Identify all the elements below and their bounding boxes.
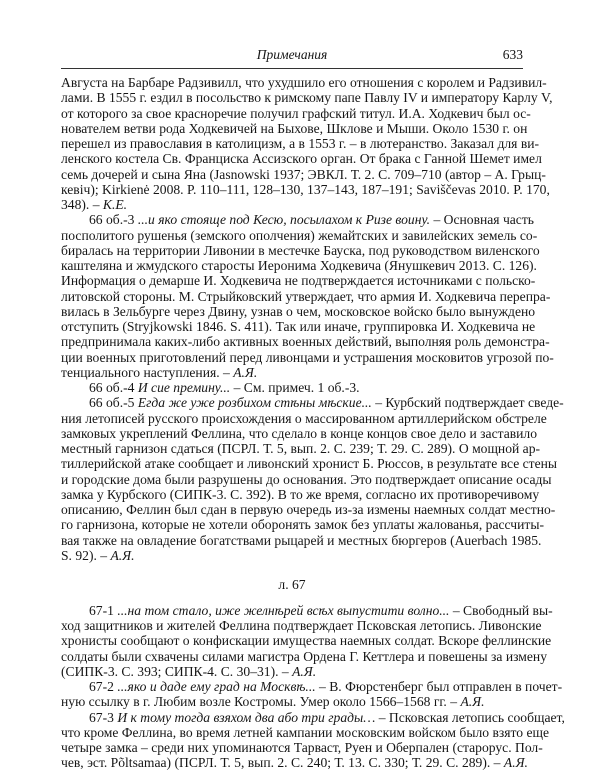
text-line [61,273,536,289]
text-line [89,395,564,411]
quoted-phrase: ...яко и даде ему град на Москвѣ... [117,679,316,694]
text-line [61,167,546,183]
line-text: ход защитников и жителей Феллина подтверждает Псковская летопись. Ливонские [61,618,542,633]
line-text: замковых укреплений Феллина, что сделало в конце концов свое дело и заставило [61,426,538,441]
quoted-phrase: А.Я. [503,755,528,770]
text-line [61,197,523,213]
line-text: биралась на территории Ливонии в местечке Бауска, под руководством виленского [61,243,540,258]
text-line [61,334,550,350]
line-text: Информация о демарше И. Ходкевича не подтверждается источниками с польско- [61,273,536,288]
text-line [61,502,556,518]
line-text: ную ссылку в г. Любим возле Костромы. Умер около 1566–1568 гг. – [61,694,461,709]
line-text: Августа на Барбаре Радзивилл, что ухудшило его отношения с королем и Радзивил- [61,75,547,90]
text-line [61,228,538,244]
text-line [61,533,542,549]
line-text: 348). – [61,197,103,212]
line-text: 67-3 [89,710,118,725]
text-line [61,649,548,665]
line-text: местный гарнизон сдаться (ПСРЛ. Т. 5, вып. 2. С. 239; Т. 29. С. 289). О мощной ар- [61,441,541,456]
text-line [61,304,536,320]
text-line [61,694,523,710]
line-text: ции военных приготовлений перед ливонцами и устрашения московитов угрозой по- [61,350,554,365]
line-text: вая также на овладение богатствами рыцарей и местных бюргеров (Auerbach 1985. [61,533,542,548]
line-text: ленского костела Св. Франциска Ассизского орган. От брака с Ганной Шемет имел [61,151,542,166]
text-line [61,151,542,167]
line-text: нователем ветви рода Ходкевичей на Быхове, Шклове и Мыши. Около 1530 г. он [61,121,528,136]
text-line [61,106,531,122]
line-text: солдаты были схвачены силами магистра Ордена Г. Кеттлера и повешены за измену [61,649,548,664]
line-text: 66 об.-3 [89,212,138,227]
text-line [61,548,523,564]
line-text: 66 об.-4 [89,380,138,395]
text-line [61,75,547,91]
line-text: предпринимала каких-либо активных военных действий, выполняя роль демонстра- [61,334,550,349]
line-text: – Псковская летопись сообщает, [375,710,565,725]
header-rule [61,68,523,69]
text-line [61,182,550,198]
line-text: 66 об.-5 [89,395,138,410]
line-text: посполитого рушенья (земского ополчения) жемайтских и завилейских земель со- [61,228,538,243]
line-text: замка у Курбского (СИПК-3. С. 392). В то же время, согласно их противоречивому [61,487,540,502]
text-line [61,725,549,741]
line-text: (СИПК-3. С. 393; СИПК-4. С. 30–31). – [61,664,293,679]
text-line [89,212,534,228]
text-line [61,487,540,503]
line-text: 67-1 [89,603,118,618]
quoted-phrase: К.Е. [102,197,128,212]
text-line [89,603,553,619]
text-line [89,679,563,695]
text-line [61,289,551,305]
line-text: четыре замка – среди них упоминаются Тарваст, Руен и Оберпален (старорус. Пол- [61,740,543,755]
line-text: л. 67 [278,577,306,592]
quoted-phrase: А.Я. [110,548,135,563]
line-text: го гарнизона, которые не хотели оборонять замок без уплаты жалованья, рассчиты- [61,517,545,532]
line-text: кевіч); Kirkienė 2008. P. 110–111, 128–130, 137–143, 187–191; Saviščevas 2010. P. 170, [61,182,550,197]
text-line [89,710,565,726]
text-line [61,441,541,457]
line-text: – Курбский подтверждает сведе- [371,395,564,410]
line-text: чев, эст. Põltsamaa) (ПСРЛ. Т. 5, вып. 2. С. 240; Т. 13. С. 330; Т. 29. С. 289). – [61,755,504,770]
quoted-phrase: А.Я. [233,365,258,380]
text-line [61,633,552,649]
line-text: вилась в Зельбурге через Двину, узнав о чем, московское войско было вынуждено [61,304,536,319]
page-number: 633 [502,47,523,62]
line-text: 67-2 [89,679,118,694]
line-text: описанию, Феллин был сдан в первую очередь из-за измены наемных солдат местно- [61,502,556,517]
line-text: отступить (Stryjkowski 1846. S. 411). Так или иначе, группировка И. Ходкевича не [61,319,536,334]
text-line [61,755,528,771]
line-text: тиллерийской атаке сообщает и ливонский хронист Б. Рюссов, в результате все стены [61,456,558,471]
line-text: что кроме Феллина, во время летней кампании московским войском было взято еще [61,725,549,740]
line-text: лами. В 1555 г. ездил в посольство к римскому папе Павлу IV и императору Карлу V, [61,90,553,105]
quoted-phrase: И сие премину... [137,380,231,395]
line-text: ния летописей русского происхождения о массированном артиллерийском обстреле [61,411,547,426]
quoted-phrase: ...и яко стояще под Кесю, посылахом к Ризе воину. [137,212,431,227]
line-text: – Свободный вы- [449,603,553,618]
text-line [61,258,537,274]
section-heading [61,577,523,593]
line-text: от которого за свое красноречие получил графский титул. И.А. Ходкевич был ос- [61,106,531,121]
text-line [61,426,538,442]
text-line [61,319,536,335]
text-line [61,472,552,488]
line-text: тенциального наступления. – [61,365,234,380]
text-line [61,121,528,137]
text-line [61,618,542,634]
line-text: – Основная часть [430,212,534,227]
line-text: семь дочерей и сына Яна (Jasnowski 1937; ЭВКЛ. Т. 2. С. 709–710 (автор – А. Грыц- [61,167,546,182]
quoted-phrase: А.Я. [460,694,485,709]
quoted-phrase: И к тому тогда взяхом два або три грады… [117,710,376,725]
text-line [61,411,547,427]
line-text: S. 92). – [61,548,111,563]
line-text: хронисты сообщают о конфискации имущества наемных солдат. Вскоре феллинские [61,633,552,648]
text-line [61,350,554,366]
quoted-phrase: Егда же уже розбихом стѣны мѣские... [137,395,372,410]
text-line [61,243,540,259]
text-line [61,456,558,472]
line-text: и городские дома были разрушены до основания. Это подтверждает описание осады [61,472,552,487]
text-line [61,136,540,152]
line-text: литовской стороны. М. Стрыйковский утверждает, что армия И. Ходкевича перепра- [61,289,551,304]
line-text: – См. примеч. 1 об.-3. [230,380,360,395]
text-line [61,365,523,381]
line-text: – В. Фюрстенберг был отправлен в почет- [315,679,563,694]
quoted-phrase: А.Я. [292,664,317,679]
text-line [61,664,523,680]
text-line [61,517,545,533]
text-line [61,90,553,106]
running-head [61,47,523,65]
running-title: Примечания [256,47,328,62]
text-line [89,380,523,396]
line-text: перешел из православия в католицизм, а в 1553 г. – в лютеранство. Заказал для ви- [61,136,540,151]
text-line [61,740,543,756]
line-text: каштеляна и жмудского старосты Иеронима Ходкевича (Янушкевич 2013. С. 126). [61,258,537,273]
quoted-phrase: ...на том стало, иже желнѣрей всѣх выпустити волно... [117,603,450,618]
